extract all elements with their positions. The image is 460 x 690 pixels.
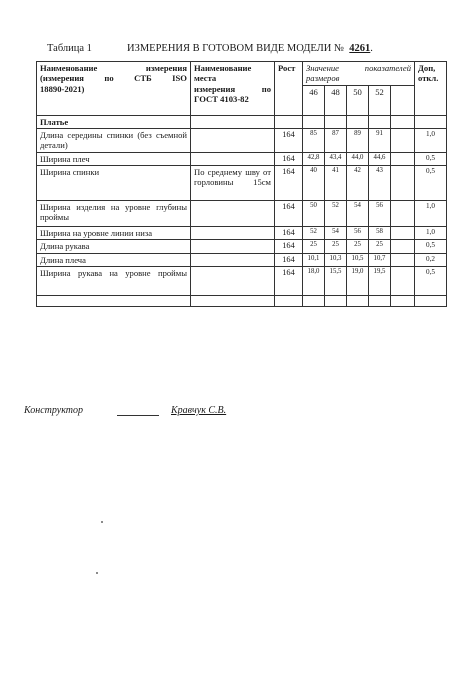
row-tolerance: 1,0 xyxy=(415,200,447,226)
table-row xyxy=(37,240,447,253)
header-col2-line4: ГОСТ 4103-82 xyxy=(194,93,249,104)
row-value: 19,5 xyxy=(369,266,391,295)
header-col2-line3: измерения по xyxy=(194,83,271,94)
measurement-table xyxy=(36,61,447,307)
empty-cell xyxy=(37,295,191,306)
row-tolerance: 0,5 xyxy=(415,266,447,295)
row-measurement-name: Ширина изделия на уровне глубины проймы xyxy=(37,200,191,226)
header-measurement-place xyxy=(191,62,275,116)
row-value: 25 xyxy=(303,240,325,253)
row-value: 40 xyxy=(303,165,325,200)
row-measurement-place xyxy=(191,240,275,253)
header-col5-line1: Доп, xyxy=(418,63,436,73)
table-row xyxy=(37,165,447,200)
row-value: 42,8 xyxy=(303,152,325,165)
row-measurement-name: Длина середины спинки (без съемной детали) xyxy=(37,128,191,152)
header-height: Рост xyxy=(275,62,303,116)
row-value: 10,3 xyxy=(325,253,347,266)
row-value: 87 xyxy=(325,128,347,152)
row-value: 42 xyxy=(347,165,369,200)
empty-cell xyxy=(191,295,275,306)
row-measurement-name: Ширина на уровне линии низа xyxy=(37,226,191,239)
row-measurement-place xyxy=(191,200,275,226)
table-row xyxy=(37,152,447,165)
row-value: 52 xyxy=(303,226,325,239)
empty-cell xyxy=(415,295,447,306)
empty-cell xyxy=(391,200,415,226)
row-value: 10,5 xyxy=(347,253,369,266)
empty-cell xyxy=(325,295,347,306)
table-row xyxy=(37,266,447,295)
table-row xyxy=(37,226,447,239)
row-value: 44,0 xyxy=(347,152,369,165)
row-value: 15,5 xyxy=(325,266,347,295)
size-cell-empty xyxy=(391,85,415,115)
table-row xyxy=(37,200,447,226)
row-measurement-name: Длина плеча xyxy=(37,253,191,266)
row-tolerance: 0,2 xyxy=(415,253,447,266)
empty-cell xyxy=(369,295,391,306)
empty-cell xyxy=(303,115,325,128)
header-col1-line1-right: измерения xyxy=(145,63,187,73)
empty-cell xyxy=(303,295,325,306)
row-measurement-place xyxy=(191,253,275,266)
row-measurement-name: Ширина спинки xyxy=(37,165,191,200)
row-value: 56 xyxy=(347,226,369,239)
row-tolerance: 0,5 xyxy=(415,152,447,165)
empty-cell xyxy=(275,295,303,306)
model-number: 4261 xyxy=(349,43,371,54)
row-value: 85 xyxy=(303,128,325,152)
row-measurement-place xyxy=(191,266,275,295)
row-measurement-place xyxy=(191,128,275,152)
size-cell: 48 xyxy=(325,85,347,115)
empty-cell xyxy=(391,266,415,295)
empty-cell xyxy=(391,295,415,306)
header-size-values xyxy=(303,62,415,86)
header-col4-line1: Значение показателей xyxy=(306,63,412,73)
size-cell: 52 xyxy=(369,85,391,115)
empty-cell xyxy=(191,115,275,128)
row-measurement-place xyxy=(191,226,275,239)
row-value: 25 xyxy=(369,240,391,253)
table-title xyxy=(127,43,373,54)
table-row xyxy=(37,128,447,152)
row-tolerance: 0,5 xyxy=(415,165,447,200)
row-value: 54 xyxy=(347,200,369,226)
row-height: 164 xyxy=(275,128,303,152)
row-value: 10,7 xyxy=(369,253,391,266)
row-value: 56 xyxy=(369,200,391,226)
row-value: 54 xyxy=(325,226,347,239)
row-value: 89 xyxy=(347,128,369,152)
header-col2-line1: Наименование xyxy=(194,63,252,73)
signature-name: Кравчук С.В. xyxy=(171,405,227,416)
row-tolerance: 1,0 xyxy=(415,128,447,152)
row-measurement-place xyxy=(191,152,275,165)
header-tolerance xyxy=(415,62,447,116)
row-height: 164 xyxy=(275,240,303,253)
row-height: 164 xyxy=(275,226,303,239)
empty-row xyxy=(37,295,447,306)
row-height: 164 xyxy=(275,266,303,295)
header-col2-line2: места xyxy=(194,73,217,84)
row-value: 25 xyxy=(347,240,369,253)
scan-speck xyxy=(96,572,98,574)
row-value: 52 xyxy=(325,200,347,226)
empty-cell xyxy=(369,115,391,128)
header-col1-line3: 18890-2021) xyxy=(40,83,85,94)
header-measurement-name xyxy=(37,62,191,116)
table-label: Таблица 1 xyxy=(47,43,92,54)
header-col5-line2: откл. xyxy=(418,73,439,84)
empty-cell xyxy=(391,128,415,152)
row-measurement-name: Длина рукава xyxy=(37,240,191,253)
empty-cell xyxy=(391,226,415,239)
size-cell: 46 xyxy=(303,85,325,115)
row-measurement-place: По среднему шву от горловины 15см xyxy=(191,165,275,200)
empty-cell xyxy=(391,165,415,200)
empty-cell xyxy=(347,295,369,306)
empty-cell xyxy=(347,115,369,128)
table-title-text: ИЗМЕРЕНИЯ В ГОТОВОМ ВИДЕ МОДЕЛИ № xyxy=(127,43,345,54)
row-value: 50 xyxy=(303,200,325,226)
row-tolerance: 0,5 xyxy=(415,240,447,253)
row-measurement-name: Ширина плеч xyxy=(37,152,191,165)
row-value: 44,6 xyxy=(369,152,391,165)
section-title: Платье xyxy=(37,115,191,128)
empty-cell xyxy=(275,115,303,128)
row-value: 10,1 xyxy=(303,253,325,266)
table-row xyxy=(37,253,447,266)
empty-cell xyxy=(391,240,415,253)
row-tolerance: 1,0 xyxy=(415,226,447,239)
row-height: 164 xyxy=(275,200,303,226)
row-height: 164 xyxy=(275,152,303,165)
row-height: 164 xyxy=(275,253,303,266)
scan-speck xyxy=(101,521,103,523)
row-measurement-name: Ширина рукава на уровне проймы xyxy=(37,266,191,295)
empty-cell xyxy=(325,115,347,128)
row-value: 58 xyxy=(369,226,391,239)
signature-line xyxy=(117,415,159,416)
empty-cell xyxy=(415,115,447,128)
size-cell: 50 xyxy=(347,85,369,115)
title-period: . xyxy=(370,43,373,54)
row-value: 41 xyxy=(325,165,347,200)
header-col1-line1-left: Наименование xyxy=(40,63,98,73)
signature-label: Конструктор xyxy=(24,405,83,416)
header-col4-line2: размеров xyxy=(306,73,340,84)
header-row xyxy=(37,62,447,86)
row-height: 164 xyxy=(275,165,303,200)
empty-cell xyxy=(391,152,415,165)
empty-cell xyxy=(391,115,415,128)
empty-cell xyxy=(391,253,415,266)
row-value: 19,0 xyxy=(347,266,369,295)
row-value: 43 xyxy=(369,165,391,200)
header-col1-line2: (измерения по СТБ ISO xyxy=(40,73,187,84)
row-value: 18,0 xyxy=(303,266,325,295)
row-value: 25 xyxy=(325,240,347,253)
section-row xyxy=(37,115,447,128)
row-value: 91 xyxy=(369,128,391,152)
row-value: 43,4 xyxy=(325,152,347,165)
